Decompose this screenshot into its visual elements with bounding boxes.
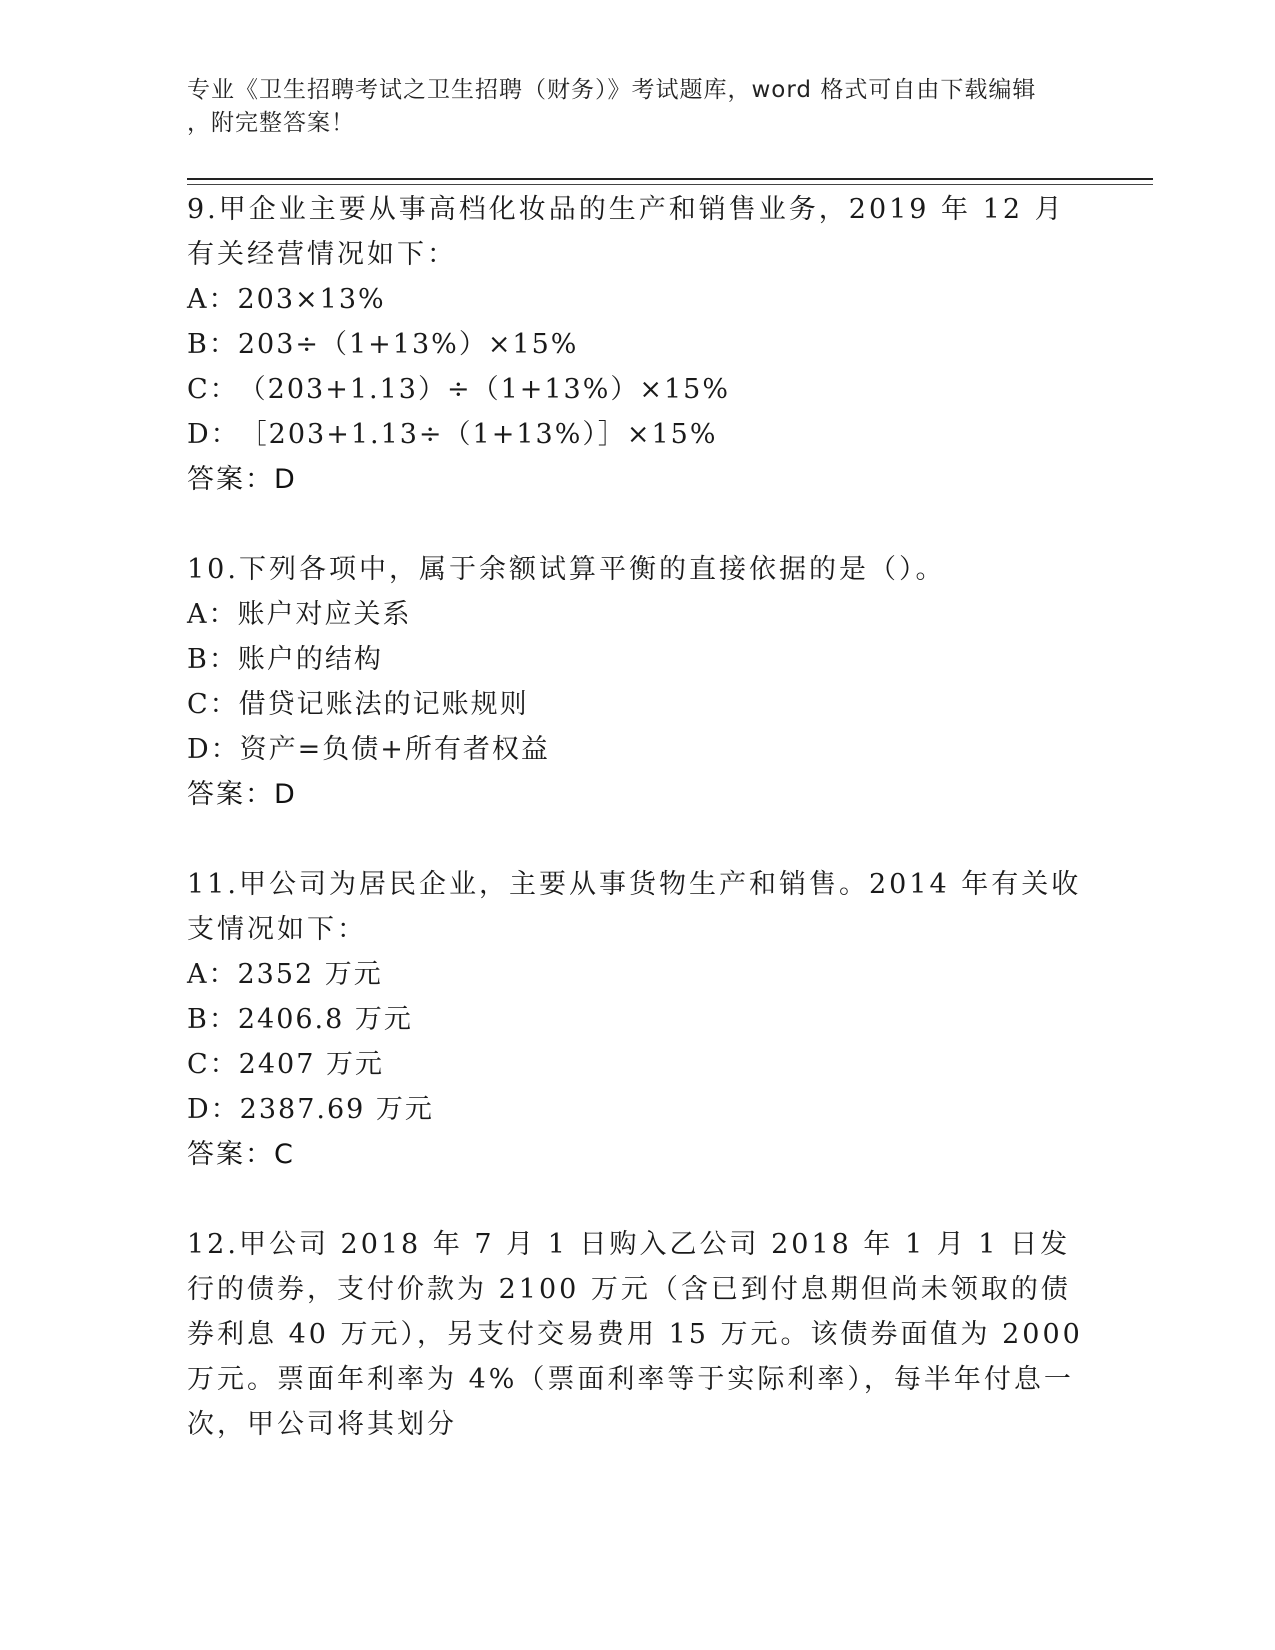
option-c <box>187 1042 1087 1087</box>
option-text: 2352 万元 <box>237 959 383 990</box>
option-text: 资产=负债+所有者权益 <box>239 734 550 765</box>
option-key: D： <box>187 419 240 450</box>
option-text: （203+1.13）÷（1+13%）×15% <box>238 374 731 405</box>
option-a <box>187 277 1087 322</box>
option-text: 2387.69 万元 <box>239 1094 434 1125</box>
option-a <box>187 592 1087 637</box>
option-key: D： <box>187 734 240 765</box>
question-list <box>187 187 1087 1447</box>
question-12 <box>187 1222 1087 1447</box>
document-header <box>187 74 1087 140</box>
option-key: D： <box>187 1094 240 1125</box>
option-key: C： <box>187 374 239 405</box>
option-b <box>187 322 1087 367</box>
option-key: C： <box>187 689 239 720</box>
option-key: A： <box>187 284 238 315</box>
header-line-1: 专业《卫生招聘考试之卫生招聘（财务）》考试题库，word 格式可自由下载编辑 <box>187 77 1037 103</box>
question-9 <box>187 187 1087 502</box>
option-a <box>187 952 1087 997</box>
option-c <box>187 367 1087 412</box>
option-key: B： <box>187 644 238 675</box>
option-d <box>187 1087 1087 1132</box>
option-key: B： <box>187 329 238 360</box>
question-stem: 9.甲企业主要从事高档化妆品的生产和销售业务，2019 年 12 月有关经营情况如下： <box>187 194 1065 270</box>
header-divider-thick <box>187 178 1153 180</box>
option-text: 账户对应关系 <box>237 599 412 630</box>
option-text: 账户的结构 <box>237 644 383 675</box>
answer-line: 答案：C <box>187 1139 295 1170</box>
option-d <box>187 727 1087 772</box>
header-divider-thin <box>187 184 1153 185</box>
option-text: 203÷（1+13%）×15% <box>237 329 579 360</box>
header-line-2: ，附完整答案！ <box>187 110 355 136</box>
option-key: A： <box>187 959 238 990</box>
spacer <box>187 1177 1087 1222</box>
option-key: A： <box>187 599 238 630</box>
option-key: B： <box>187 1004 238 1035</box>
option-text: 203×13% <box>237 284 386 315</box>
option-b <box>187 637 1087 682</box>
question-10 <box>187 547 1087 817</box>
option-text: ［203+1.13÷（1+13%）］×15% <box>239 419 718 450</box>
spacer <box>187 817 1087 862</box>
option-text: 2406.8 万元 <box>237 1004 413 1035</box>
option-b <box>187 997 1087 1042</box>
question-11 <box>187 862 1087 1177</box>
option-c <box>187 682 1087 727</box>
option-key: C： <box>187 1049 239 1080</box>
question-stem: 12.甲公司 2018 年 7 月 1 日购入乙公司 2018 年 1 月 1 日发行的债券，支付价款为 2100 万元（含已到付息期但尚未领取的债券利息 40 万元），另支付交易费用 15 万元。该债券面值为 2000 万元。票面年利率为 4%（票面利率等于实际利率），每半年付息一次，甲公司将其划分 <box>187 1229 1083 1440</box>
option-text: 2407 万元 <box>238 1049 384 1080</box>
question-stem: 11.甲公司为居民企业，主要从事货物生产和销售。2014 年有关收支情况如下： <box>187 869 1082 945</box>
option-text: 借贷记账法的记账规则 <box>238 689 529 720</box>
question-stem: 10.下列各项中，属于余额试算平衡的直接依据的是（）。 <box>187 554 946 585</box>
answer-line: 答案：D <box>187 464 297 495</box>
spacer <box>187 502 1087 547</box>
option-d <box>187 412 1087 457</box>
answer-line: 答案：D <box>187 779 297 810</box>
